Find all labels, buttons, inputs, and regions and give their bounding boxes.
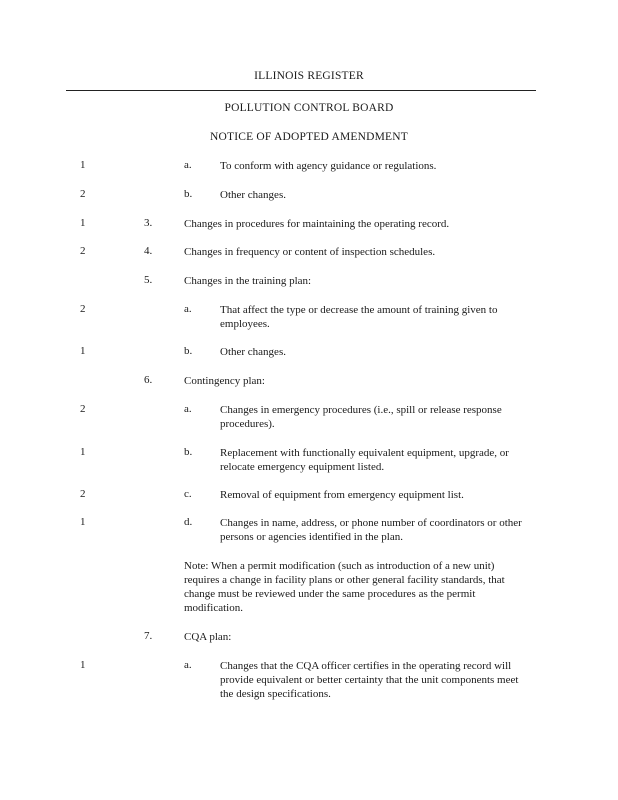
item-text: Changes in the training plan:	[184, 275, 312, 287]
item-number: 5.	[144, 274, 153, 286]
notice-title: NOTICE OF ADOPTED AMENDMENT	[209, 131, 409, 143]
item-letter: d.	[184, 516, 193, 528]
code-label: 2	[80, 245, 86, 257]
item-number: 3.	[144, 217, 153, 229]
code-label: 1	[80, 345, 86, 357]
item-text: That affect the type or decrease the amount of training given to employees.	[220, 304, 498, 330]
code-label: 1	[80, 217, 86, 229]
item-letter: a.	[184, 159, 192, 171]
code-label: 1	[80, 446, 86, 458]
item-text: Changes that the CQA officer certifies in the operating record will provide equivalent or better certainty that the unit components meet the design specifications.	[220, 660, 519, 700]
item-letter: a.	[184, 303, 192, 315]
item-number: 7.	[144, 630, 153, 642]
item-text: Changes in frequency or content of inspection schedules.	[184, 246, 436, 258]
note-paragraph: Note: When a permit modification (such as introduction of a new unit) requires a change in facility plans or other general facility standards, that change must be reviewed under the same procedures as the permit modification.	[184, 560, 505, 614]
item-text: Changes in name, address, or phone number of coordinators or other persons or agencies identified in the plan.	[220, 517, 522, 543]
code-label: 2	[80, 488, 86, 500]
code-label: 2	[80, 403, 86, 415]
item-letter: a.	[184, 403, 192, 415]
item-text: Removal of equipment from emergency equipment list.	[220, 489, 464, 501]
item-letter: b.	[184, 446, 193, 458]
item-text: Replacement with functionally equivalent equipment, upgrade, or relocate emergency equipment listed.	[220, 447, 509, 473]
item-letter: c.	[184, 488, 192, 500]
header-rule	[66, 90, 536, 91]
board-title: POLLUTION CONTROL BOARD	[224, 102, 394, 114]
item-text: To conform with agency guidance or regulations.	[220, 160, 437, 172]
item-letter: b.	[184, 188, 193, 200]
item-letter: a.	[184, 659, 192, 671]
item-text: Contingency plan:	[184, 375, 265, 387]
item-text: Changes in emergency procedures (i.e., spill or release response procedures).	[220, 404, 502, 430]
code-label: 1	[80, 159, 86, 171]
code-label: 2	[80, 188, 86, 200]
code-label: 1	[80, 659, 86, 671]
item-letter: b.	[184, 345, 193, 357]
item-text: Changes in procedures for maintaining the operating record.	[184, 218, 450, 230]
code-label: 2	[80, 303, 86, 315]
item-text: CQA plan:	[184, 631, 232, 643]
item-text: Other changes.	[220, 189, 286, 201]
code-label: 1	[80, 516, 86, 528]
item-number: 6.	[144, 374, 153, 386]
item-number: 4.	[144, 245, 153, 257]
item-text: Other changes.	[220, 346, 286, 358]
register-title: ILLINOIS REGISTER	[254, 70, 364, 82]
